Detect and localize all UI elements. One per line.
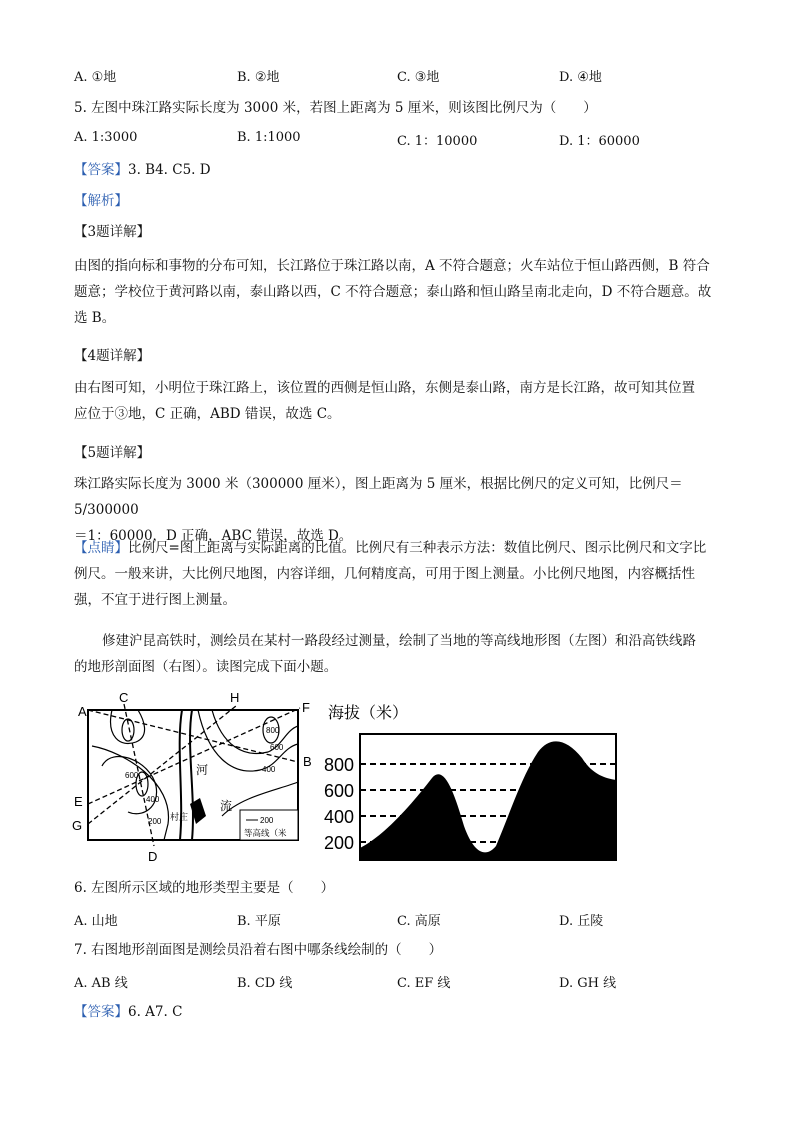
q5-options: [74, 130, 734, 150]
q5-detail-line: 珠江路实际长度为 3000 米（300000 厘米），图上距离为 5 厘米，根据比例尺的定义可知，比例尺＝5/300000: [74, 476, 683, 518]
q3-detail-body: [74, 253, 724, 331]
point-first-line: [74, 535, 724, 561]
letter-h: H: [230, 690, 240, 705]
river-bank: [190, 710, 193, 840]
q4-detail-line: 由右图可知，小明位于珠江路上，该位置的西侧是恒山路，东侧是泰山路，南方是长江路，故可知其位置: [74, 380, 695, 396]
q7-stem: 7. 右图地形剖面图是测绘员沿着右图中哪条线绘制的（ ）: [74, 942, 443, 958]
letter-b: B: [303, 754, 312, 769]
figure-area: [72, 686, 732, 866]
q5-option-c: C. 1：10000: [397, 134, 478, 149]
q6-option-c: C. 高原: [397, 914, 441, 929]
q4-options: [74, 66, 734, 86]
q5-stem: 5. 左图中珠江路实际长度为 3000 米，若图上距离为 5 厘米，则该图比例尺为（ ）: [74, 100, 597, 116]
legend-label: 等高线（米: [244, 828, 287, 838]
q7-options: [74, 972, 734, 992]
contour-map: [72, 690, 312, 864]
intro-line: 修建沪昆高铁时，测绘员在某村一路段经过测量，绘制了当地的等高线地形图（左图）和沿高铁线路: [102, 633, 696, 649]
legend-value: 200: [260, 816, 274, 825]
contour-label: 600: [270, 743, 284, 752]
profile-ylabel: 海拔（米）: [328, 705, 409, 722]
q6-options: [74, 910, 734, 930]
answer-tag: 【答案】: [74, 1004, 128, 1020]
q3-detail-tag: 【3题详解】: [74, 224, 151, 240]
contour-ring: [212, 710, 298, 753]
q6-option-a: A. 山地: [74, 914, 118, 929]
q4-detail-line: 应位于③地，C 正确，ABD 错误，故选 C。: [74, 406, 341, 422]
point-line: 强，不宜于进行图上测量。: [74, 592, 236, 608]
village-label: 村庄: [170, 812, 189, 822]
analysis-tag: 【解析】: [74, 193, 128, 209]
contour-label: 200: [148, 817, 162, 826]
q4-option-c: C. ③地: [397, 70, 440, 85]
contour-label: 400: [262, 765, 276, 774]
q5-option-d: D. 1：60000: [559, 134, 640, 149]
q5-option-a: A. 1:3000: [74, 130, 138, 145]
q4-option-a: A. ①地: [74, 70, 117, 85]
letter-e: E: [74, 794, 83, 809]
letter-g: G: [72, 818, 83, 833]
q3-detail-line: 由图的指向标和事物的分布可知，长江路位于珠江路以南，A 不符合题意；火车站位于恒山路西侧，B 符合: [74, 258, 710, 274]
letter-f: F: [302, 700, 310, 715]
tick-800: 800: [324, 755, 355, 775]
figure-svg: [72, 686, 732, 866]
letter-d: D: [148, 849, 158, 864]
q7-option-c: C. EF 线: [397, 976, 451, 991]
answer-text: 3. B4. C5. D: [128, 162, 211, 178]
q3-detail-line: 题意；学校位于黄河路以南，泰山路以西，C 不符合题意；泰山路和恒山路呈南北走向，D 不符合题意。故: [74, 284, 712, 300]
river-char: 河: [196, 763, 209, 777]
terrain-profile: [324, 704, 616, 860]
answer-tag: 【答案】: [74, 162, 128, 178]
q7-option-b: B. CD 线: [237, 976, 293, 991]
tick-400: 400: [324, 807, 355, 827]
intro-body: [74, 628, 724, 680]
point-body: [74, 535, 724, 613]
q5-option-b: B. 1:1000: [237, 130, 301, 145]
point-line: 例尺。一般来讲，大比例尺地图，内容详细，几何精度高，可用于图上测量。小比例尺地图，内容概括性: [74, 566, 695, 582]
q7-option-d: D. GH 线: [559, 976, 617, 991]
contour-ring: [111, 710, 145, 744]
tick-600: 600: [324, 781, 355, 801]
q7-option-a: A. AB 线: [74, 976, 128, 991]
intro-line: 的地形剖面图（右图）。读图完成下面小题。: [74, 659, 338, 675]
q6-option-b: B. 平原: [237, 914, 281, 929]
q4-detail-body: [74, 375, 724, 427]
contour-label: 600: [125, 771, 139, 780]
point-tag: 【点睛】: [74, 540, 128, 556]
q4-detail-tag: 【4题详解】: [74, 348, 151, 364]
q5-detail-line: ＝1：60000，D 正确，ABC 错误，故选 D。: [74, 528, 353, 544]
answer-text: 6. A7. C: [128, 1004, 183, 1020]
tick-200: 200: [324, 833, 355, 853]
point-first-text: 比例尺=图上距离与实际距离的比值。比例尺有三种表示方法：数值比例尺、图示比例尺和文字比: [128, 540, 707, 556]
letter-a: A: [78, 704, 87, 719]
river-char: 流: [220, 799, 233, 813]
q4-option-b: B. ②地: [237, 70, 280, 85]
q6-option-d: D. 丘陵: [559, 914, 604, 929]
contour-label: 400: [146, 795, 160, 804]
answer-line-2: [74, 1002, 182, 1022]
q6-stem: 6. 左图所示区域的地形类型主要是（ ）: [74, 880, 335, 896]
profile-terrain: [360, 741, 616, 860]
q5-detail-tag: 【5题详解】: [74, 445, 151, 461]
letter-c: C: [119, 690, 129, 705]
q4-option-d: D. ④地: [559, 70, 602, 85]
q3-detail-line: 选 B。: [74, 310, 116, 326]
contour-label: 800: [266, 726, 280, 735]
answer-line-1: [74, 160, 211, 180]
profile-ticks: [324, 755, 354, 853]
line-ab: [88, 710, 298, 762]
